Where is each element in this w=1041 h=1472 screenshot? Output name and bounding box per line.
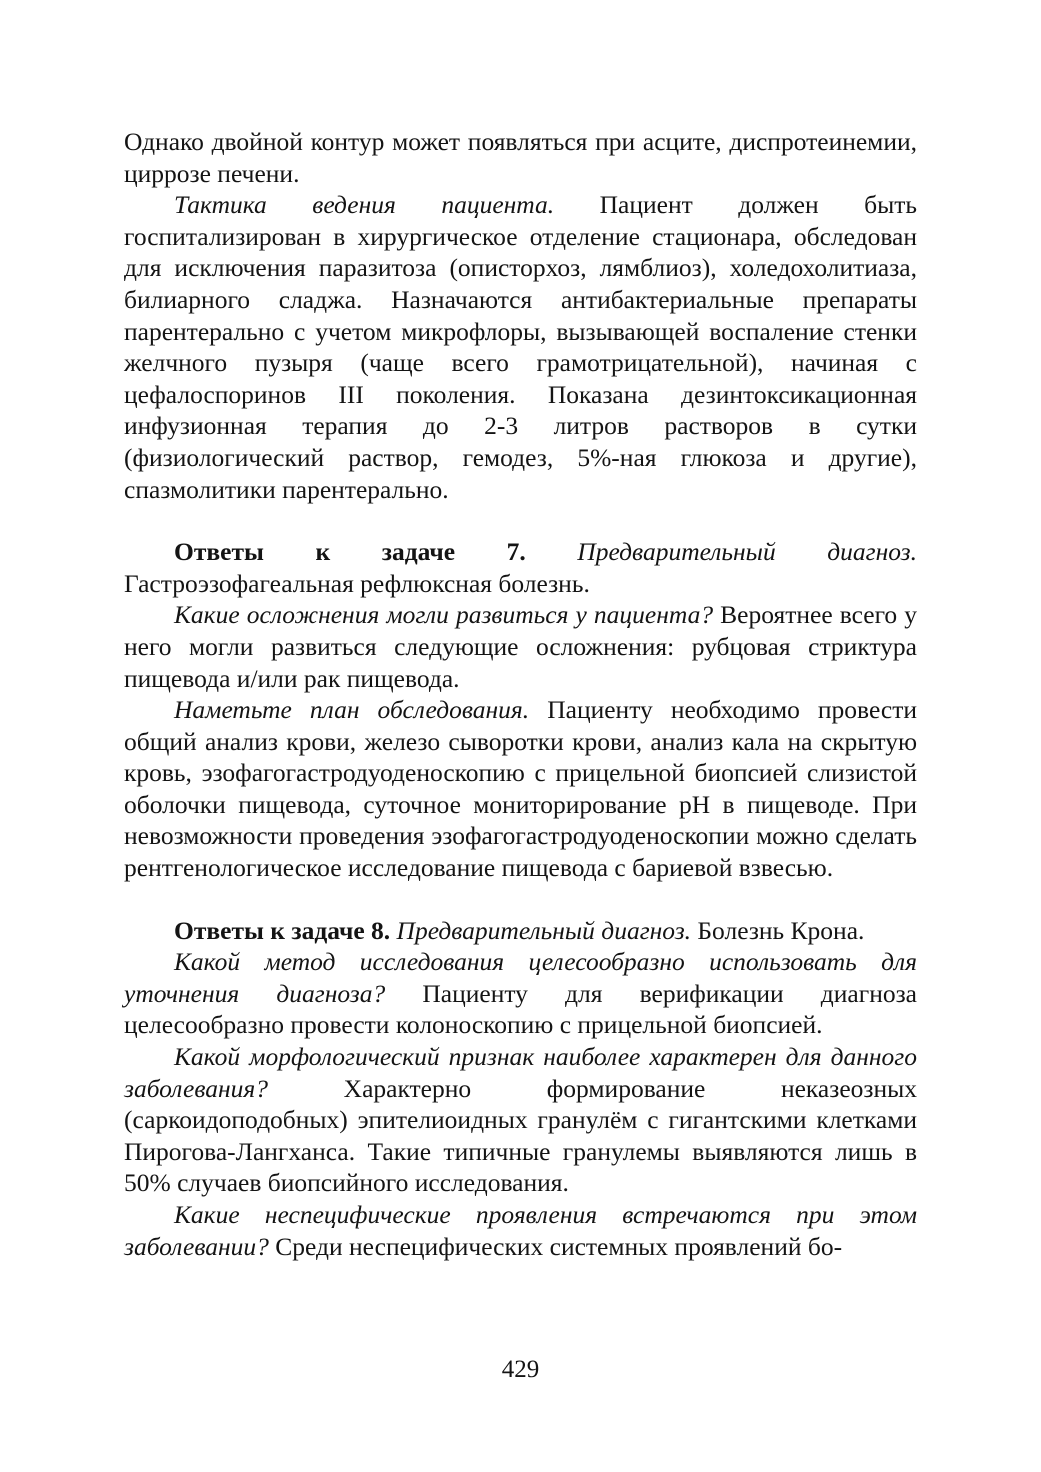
paragraph-text: Однако двойной контур может появляться при асците, диспротеинемии, циррозе печени. <box>124 127 917 188</box>
paragraph-lead: Наметьте план обследования. <box>174 695 530 725</box>
paragraph-examination-plan <box>124 694 917 884</box>
paragraph-complications <box>124 599 917 694</box>
paragraph-patient-tactics <box>124 189 917 505</box>
paragraph-research-method <box>124 946 917 1041</box>
paragraph-lead: Предварительный диагноз. <box>525 537 917 567</box>
paragraph-lead: Какой метод исследования целесообразно использовать для уточнения диагноза? <box>124 947 917 1008</box>
paragraph-text: Характерно формирование неказеозных (саркоидоподобных) эпителиоидных гранулём с гигантскими клетками Пирогова-Лангханса. Такие типичные гранулемы выявляются лишь в 50% случаев биопсийного исследования. <box>124 1073 917 1198</box>
paragraph-lead: Какой морфологический признак наиболее характерен для данного заболевания? <box>124 1042 917 1103</box>
paragraph-text: Болезнь Крона. <box>691 915 865 945</box>
section-answers-task-7 <box>124 536 917 599</box>
paragraph-text: Гастроэзофагеальная рефлюксная болезнь. <box>124 568 590 598</box>
paragraph-text: Пациент должен быть госпитализирован в хирургическое отделение стационара, обследован для исключения паразитоза (описторхоз, лямблиоз), холедохолитиаза, билиарного сладжа. Назначаются антибактериальные препараты парентерально с учетом микрофлоры, вызывающей воспаление стенки желчного пузыря (чаще всего грамотрицательной), начиная с цефалоспоринов III поколения. Показана дезинтоксикационная инфузионная терапия до 2-3 литров растворов в сутки (физиологический раствор, гемодез, 5%-ная глюкоза и другие), спазмолитики парентерально. <box>124 190 918 504</box>
paragraph-lead: Тактика ведения пациента. <box>174 190 555 220</box>
paragraph-lead: Какие осложнения могли развиться у пациента? <box>174 600 714 630</box>
paragraph-lead: Какие неспецифические проявления встречаются при этом заболевании? <box>124 1200 917 1261</box>
paragraph-1 <box>124 126 917 189</box>
paragraph-lead: Предварительный диагноз. <box>390 915 692 945</box>
page-body <box>124 126 917 1262</box>
section-heading: Ответы к задаче 8. <box>174 915 391 945</box>
paragraph-nonspecific <box>124 1199 917 1262</box>
section-heading: Ответы к задаче 7. <box>174 537 526 567</box>
page-number: 429 <box>501 1356 540 1383</box>
paragraph-text: Вероятнее всего у него могли развиться следующие осложнения: рубцовая стриктура пищевода и/или рак пищевода. <box>124 600 917 693</box>
paragraph-text: Среди неспецифических системных проявлений бо- <box>268 1231 843 1261</box>
paragraph-text: Пациенту для верификации диагноза целесообразно провести колоноскопию с прицельной биопсией. <box>124 978 917 1040</box>
section-answers-task-8 <box>124 915 917 947</box>
paragraph-text: Пациенту необходимо провести общий анализ крови, железо сыворотки крови, анализ кала на скрытую кровь, эзофагогастродуоденоскопию с прицельной биопсией слизистой оболочки пищевода, суточное мониторирование рН в пищеводе. При невозможности проведения эзофагогастродуоденоскопии можно сделать рентгенологическое исследование пищевода с бариевой взвесью. <box>124 695 918 883</box>
paragraph-morphology <box>124 1041 917 1199</box>
